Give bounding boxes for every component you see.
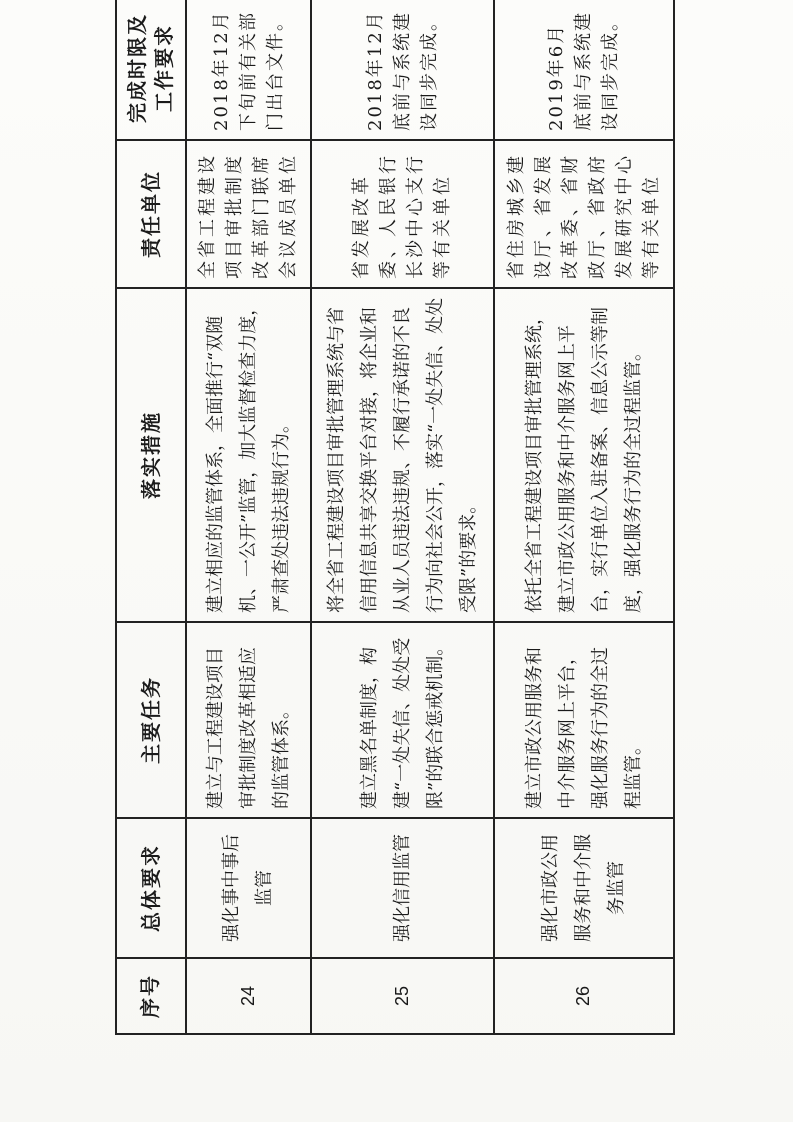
row-unit: 省发展改革委、人民银行长沙中心支行等有关单位 [311, 140, 494, 288]
row-unit: 省住房城乡建设厅、省发展改革委、省财政厅、省政府发展研究中心等有关单位 [494, 140, 674, 288]
row-time: 2018年12月底前与系统建设同步完成。 [311, 0, 494, 140]
row-measure: 将全省工程建设项目审批管理系统与省信用信息共享交换平台对接，将企业和从业人员违法违规、不履行承诺的不良行为向社会公开，落实“一处失信、处处受限”的要求。 [311, 288, 494, 622]
row-task: 建立黑名单制度，构建“一处失信、处处受限”的联合惩戒机制。 [311, 622, 494, 818]
table-row [494, 0, 674, 1034]
row-requirement: 强化事中事后监管 [186, 818, 311, 958]
row-no: 24 [186, 958, 311, 1034]
table-row [186, 0, 311, 1034]
row-task: 建立市政公用服务和中介服务网上平台，强化服务行为的全过程监管。 [494, 622, 674, 818]
row-time: 2019年6月底前与系统建设同步完成。 [494, 0, 674, 140]
row-requirement: 强化信用监管 [311, 818, 494, 958]
row-unit: 全省工程建设项目审批制度改革部门联席会议成员单位 [186, 140, 311, 288]
row-task: 建立与工程建设项目审批制度改革相适应的监管体系。 [186, 622, 311, 818]
row-no: 25 [311, 958, 494, 1034]
header-requirement: 总体要求 [116, 818, 186, 958]
table-header-row [116, 0, 186, 1034]
header-time: 完成时限及工作要求 [116, 0, 186, 140]
row-measure: 建立相应的监管体系，全面推行“双随机、一公开”监管，加大监督检查力度，严肃查处违法违规行为。 [186, 288, 311, 622]
task-table [115, 0, 675, 1035]
header-measure: 落实措施 [116, 288, 186, 622]
row-time: 2018年12月下旬前有关部门出台文件。 [186, 0, 311, 140]
table-row [311, 0, 494, 1034]
header-unit: 责任单位 [116, 140, 186, 288]
row-measure: 依托全省工程建设项目审批管理系统，建立市政公用服务和中介服务网上平台，实行单位入驻备案、信息公示等制度，强化服务行为的全过程监管。 [494, 288, 674, 622]
header-task: 主要任务 [116, 622, 186, 818]
header-no: 序号 [116, 958, 186, 1034]
row-requirement: 强化市政公用服务和中介服务监管 [494, 818, 674, 958]
row-no: 26 [494, 958, 674, 1034]
rotated-table-wrapper [115, 10, 675, 1035]
